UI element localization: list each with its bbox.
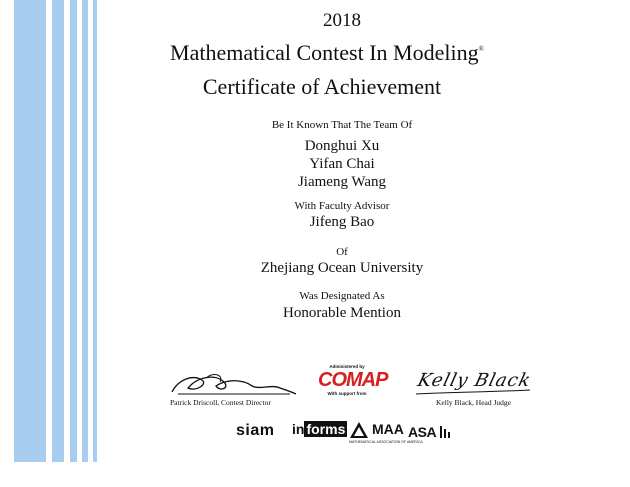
maa-logo: MAA — [372, 421, 404, 437]
stripe — [52, 0, 64, 462]
designation-label: Was Designated As — [299, 290, 385, 302]
team-member: Yifan Chai — [309, 156, 375, 172]
stripe — [93, 0, 97, 462]
siam-logo: siam — [236, 422, 275, 439]
informs-box: forms — [306, 421, 346, 437]
stripe — [82, 0, 88, 462]
institution-name: Zhejiang Ocean University — [260, 260, 424, 276]
director-caption: Patrick Driscoll, Contest Director — [170, 398, 271, 407]
judge-signature-text: Kelly Black — [415, 370, 534, 391]
team-intro: Be It Known That The Team Of — [271, 119, 413, 131]
maa-subtitle: MATHEMATICAL ASSOCIATION OF AMERICA — [349, 440, 423, 444]
contest-title-text: Mathematical Contest In Modeling — [170, 40, 479, 65]
award-designation: Honorable Mention — [283, 305, 401, 321]
year: 2018 — [323, 10, 361, 31]
certificate-title: Certificate of Achievement — [202, 74, 442, 99]
team-member: Jiameng Wang — [297, 174, 387, 190]
signature-underline — [412, 368, 537, 400]
judge-signature — [412, 368, 537, 400]
administered-by-label: Administered by — [329, 364, 365, 369]
informs-logo — [292, 421, 347, 437]
asa-bars-icon — [439, 424, 451, 438]
advisor-label: With Faculty Advisor — [294, 200, 390, 212]
registered-mark: ® — [478, 45, 484, 53]
stripe — [14, 0, 46, 462]
advisor-name: Jifeng Bao — [309, 214, 375, 230]
contest-title — [85, 40, 569, 66]
informs-prefix: in — [292, 421, 305, 437]
maa-icon — [349, 421, 369, 439]
stripe — [70, 0, 77, 462]
decorative-stripes — [0, 0, 100, 462]
judge-caption: Kelly Black, Head Judge — [436, 398, 511, 407]
of-label: Of — [336, 246, 348, 258]
director-signature — [168, 368, 298, 400]
team-member: Donghui Xu — [304, 138, 380, 154]
asa-text: ASA — [408, 424, 436, 440]
asa-logo — [408, 424, 451, 440]
comap-logo: COMAP — [318, 369, 388, 391]
administration-block — [318, 364, 388, 396]
support-label: With support from — [327, 391, 367, 396]
